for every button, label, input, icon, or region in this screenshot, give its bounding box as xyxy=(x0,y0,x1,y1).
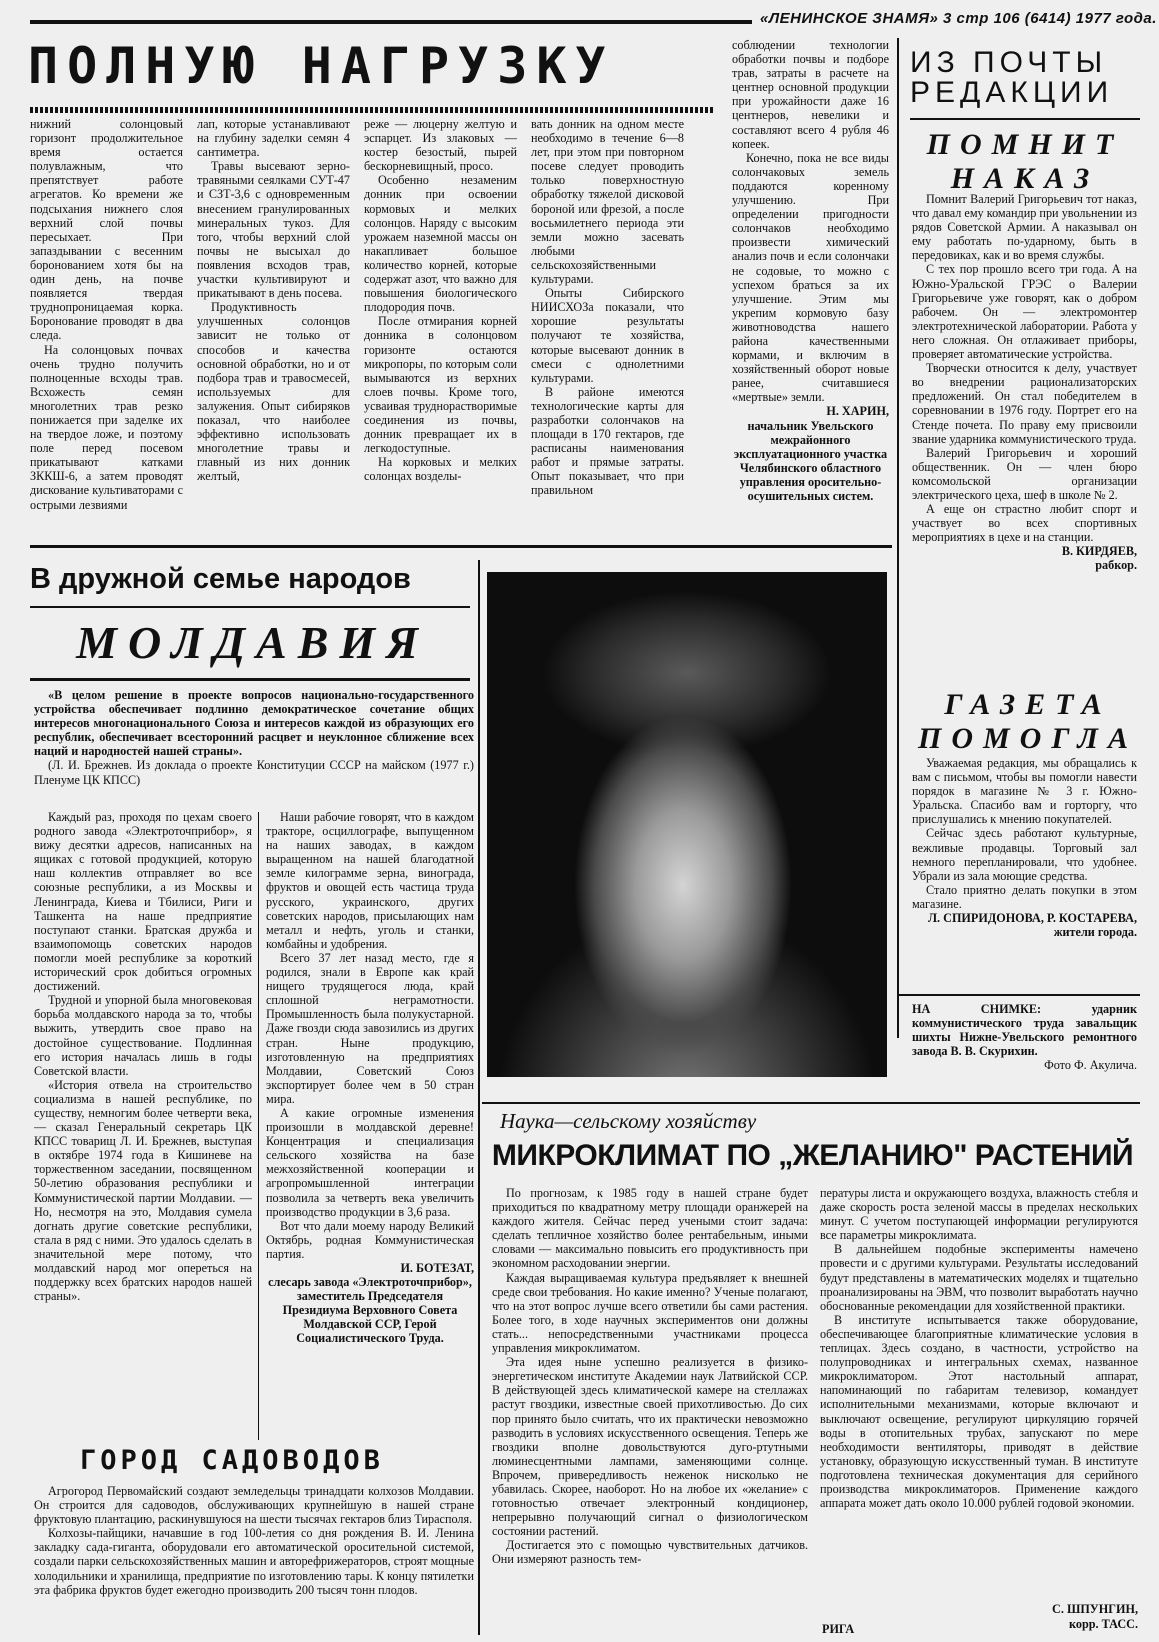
science-paragraph: В институте испытывается также оборудование, обеспечивающее благоприятные климатические условия в теплицах. Здесь создано, в частности, устройство на полупроводниках и интегральных схемах, названное микроклиматором. Этот настольный аппарат, напоминающий по габаритам телевизор, командует исполнительными механизмами, которые включают и выключают освещение, регулируют циркуляцию горячей воды в отопительных трубах, запускают по мере необходимости вентиляторы, приводят в действие установку, образующую искусственный туман. В институте подготовлена техническая документация для серийного производства микроклиматоров. Применение каждого аппарата может дать около 10.000 рублей годовой экономии. xyxy=(820,1312,1138,1511)
column-rule xyxy=(258,812,259,1440)
moldova-paragraph: Вот что дали моему народу Великий Октябрь, родная Коммунистическая партия. xyxy=(266,1218,474,1261)
author-name: И. БОТЕЗАТ, xyxy=(400,1261,474,1275)
section-title: МОЛДАВИЯ xyxy=(76,617,429,668)
photo-credit: Фото Ф. Акулича. xyxy=(1044,1058,1137,1073)
letter-paragraph: Помнит Валерий Григорьевич тот наказ, что давал ему командир при увольнении из рядов Советской Армии. А наказывал он ему работать по-ударному, быть в передовиках, как и во время службы. xyxy=(912,192,1137,263)
letter-paragraph: Уважаемая редакция, мы обращались к вам с письмом, чтобы вы помогли навести порядок в магазине № 3 г. Южно-Уральска. Спасибо вам и горторгу, что прислушались к мнению покупателей. xyxy=(912,756,1137,827)
photo-caption xyxy=(912,1002,1137,1077)
moldova-paragraph: А какие огромные изменения произошли в молдавской деревне! Концентрация и специализация сельского хозяйства на базе межхозяйственной кооперации и агропромышленной интеграции позволила за четверть века увеличить производство продукции в 3,6 раза. xyxy=(266,1105,474,1219)
science-paragraph: Достигается это с помощью чувствительных датчиков. Они измеряют разность тем- xyxy=(492,1538,808,1567)
epigraph-source: (Л. И. Брежнев. Из доклада о проекте Конституции СССР на майском (1977 г.) Пленуме ЦК КПСС) xyxy=(34,758,474,787)
letter-paragraph: Валерий Григорьевич и хороший общественник. Он — член бюро комсомольской организации электрического цеха, шеф в школе № 2. xyxy=(912,445,1137,502)
science-title: МИКРОКЛИМАТ ПО „ЖЕЛАНИЮ" РАСТЕНИЙ xyxy=(491,1139,1134,1172)
article-column-4 xyxy=(531,117,684,534)
city-paragraph: Колхозы-пайщики, начавшие в год 100-летия со дня рождения В. И. Ленина закладку сада-гиганта, оборудовали его автоматической оросительной системой, создали парки сельскохозяйственных машин и авторефрижераторов, строят мощные холодильники и хранилища, предприятие по изготовлению тары. К концу пятилетки эта фабрика фруктов будет ежегодно производить 200 тысяч тонн плодов. xyxy=(34,1526,474,1597)
moldova-column-1 xyxy=(34,810,252,1446)
science-column-2 xyxy=(820,1186,1138,1606)
author-title: жители города. xyxy=(1053,925,1137,940)
kicker-rule xyxy=(30,606,470,608)
article-paragraph: вать донник на одном месте необходимо в течение 6—8 лет, при этом при повторном посеве следует проводить только поверхностную обработку тяжелой дисковой бороной или фрезой, а после восьмилетнего периода эти земли можно засевать любыми сельскохозяйственными культурами. xyxy=(531,117,684,287)
article-paragraph: На корковых и мелких солонцах возделы- xyxy=(364,455,517,484)
mail-bottom-rule xyxy=(898,994,1140,996)
author-title: корр. ТАСС. xyxy=(1069,1617,1138,1631)
moldova-paragraph: Трудной и упорной была многовековая борьба молдавского народа за то, чтобы выжить, утвердить свое право на достойное существование. Подлинная его история началась лишь в годы Советской власти. xyxy=(34,993,252,1078)
article-paragraph: лап, которые устанавливают на глубину заделки семян 4 сантиметра. xyxy=(197,117,350,160)
article-paragraph: соблюдении технологии обработки почвы и подборе трав, затраты в расчете на центнер основной продукции при урожайности даже 16 центнеров, невелики и составляют всего 4 рубля 46 копеек. xyxy=(732,38,889,151)
mail-subtitle-1: ПОМНИТ НАКАЗ xyxy=(926,128,1124,195)
article-column-3 xyxy=(364,117,517,534)
author-title: слесарь завода «Электроточприбор», заместитель Председателя Президиума Верховного Совета Молдавской ССР, Герой Социалистического Труда. xyxy=(268,1275,472,1346)
letter-paragraph: Творчески относится к делу, участвует во внедрении рационализаторских предложений. Он стал победителем в соревновании в 1976 году. Портрет его на Стенде почета. По праву ему присвоили звание ударника коммунистического труда. xyxy=(912,361,1137,446)
article-paragraph: реже — люцерну желтую и эспарцет. Из злаковых — костер безостый, пырей бескорневищный, просо. xyxy=(364,117,517,174)
letter-paragraph: С тех пор прошло всего три года. А на Южно-Уральской ГРЭС о Валерии Григорьевиче уже говорят, как о добром рабочем. Он — электромонтер электротехнической лаборатории. Работа у него сложная. Он отлаживает приборы, проверяет автоматические устройства. xyxy=(912,262,1137,362)
author-title: рабкор. xyxy=(1095,558,1137,573)
moldova-column-2 xyxy=(266,810,474,1446)
science-column-1 xyxy=(492,1186,808,1636)
moldova-paragraph: Всего 37 лет назад место, где я родился, знали в Европе как край нищего трудящегося люда, край сплошной неграмотности. Промышленность была полукустарной. Даже гвозди сюда завозились из других стран. Ныне продукцию, изготовленную на предприятиях Молдавии, Советский Союз экспортирует более чем в 50 стран мира. xyxy=(266,950,474,1106)
article-paragraph: После отмирания корней донника в солонцовом горизонте остаются микропоры, по которым соли вымываются из верхних слоев почвы. Кроме того, усваивая труднорастворимые соединения из почвы, донник превращает их в легкодоступные. xyxy=(364,314,517,456)
mail-subtitle-2: ГАЗЕТА ПОМОГЛА xyxy=(918,688,1138,755)
science-kicker: Наука—сельскому хозяйству xyxy=(500,1109,757,1133)
column-rule xyxy=(478,560,480,1635)
article-paragraph: На солонцовых почвах очень трудно получить полноценные всходы трав. Всхожесть семян многолетних трав резко понижается при заделке их на твердое ложе, и поэтому поле перед посевом прикатывают катками ЗККШ-6, а затем проводят дискование культиваторами с острыми лезвиями xyxy=(30,342,183,512)
author-name: С. ШПУНГИН, xyxy=(1052,1602,1138,1616)
letter-paragraph: А еще он страстно любит спорт и участвует во всех спортивных мероприятиях в цехе и на станции. xyxy=(912,502,1137,545)
article-column-5 xyxy=(732,38,889,536)
article-paragraph: Особенно незаменим донник при освоении кормовых и мелких солонцов. Наряду с высоким урожаем наземной массы он накапливает большое количество корней, которые содержат азот, что важно для повышения биологического плодородия почв. xyxy=(364,173,517,315)
title-rule-2 xyxy=(30,678,470,681)
author-name: Н. ХАРИН, xyxy=(826,404,889,419)
article-paragraph: нижний солонцовый горизонт продолжительное время остается полувлажным, что препятствует работе агрегатов. Ко времени же подсыхания нижнего слоя верхний слой почвы пересыхает. При запаздывании с весенним боронованием хотя бы на один день, на почве появляется твердая труднопроницаемая корка. Боронование проводят в два следа. xyxy=(30,117,183,343)
top-rule xyxy=(30,20,752,24)
epigraph xyxy=(34,688,474,806)
city-article xyxy=(34,1484,474,1634)
article-paragraph: В районе имеются технологические карты для разработки солончаков на площади в 170 гектаров, где расписаны наименования работ и прямые затраты. Опыт показывает, что при правильном xyxy=(531,384,684,498)
science-paragraph: В дальнейшем подобные эксперименты намечено провести и с другими культурами. Результаты исследований будут представлены в математических моделях и тщательно проанализированы на ЭВМ, что позволит выработать научно обоснованные рекомендации для хозяйственной практики. xyxy=(820,1242,1138,1313)
author-name: Л. СПИРИДОНОВА, Р. КОСТАРЕВА, xyxy=(927,911,1137,926)
moldova-paragraph: Наши рабочие говорят, что в каждом тракторе, осциллографе, выпущенном на наших заводах, в каждом выращенном на нашей благодатной земле килограмме зерна, винограда, фруктов и овощей есть частица труда русского, украинского, других советских народов, присылающих нам металл и нефть, уголь и станки, комбайны и удобрения. xyxy=(266,810,474,951)
science-paragraph: По прогнозам, к 1985 году в нашей стране будет приходиться по квадратному метру площади оранжерей на каждого жителя. Сейчас перед учеными стоит задача: сделать тепличное хозяйство более рентабельным, иными словами — максимально повысить его продуктивность при экономном расходовании энергии. xyxy=(492,1186,808,1271)
epigraph-text: «В целом решение в проекте вопросов национально-государственного устройства обеспечивает подлинно демократическое сочетание общих интересов многонационального Союза и интересов каждой из образующих его республик, обеспечивает всесторонний расцвет и неуклонное сближение всех наций и народностей нашей страны». xyxy=(34,688,474,759)
article-paragraph: Продуктивность улучшенных солонцов зависит не только от способов и качества основной обработки, но и от подбора трав и травосмесей, используемых для залужения. Опыт сибиряков показал, что наиболее эффективно использовать многолетние травы и главный из них донник желтый, xyxy=(197,300,350,484)
title-rule xyxy=(30,107,715,113)
dateline: РИГА xyxy=(822,1622,855,1636)
article-column-2 xyxy=(197,117,350,534)
moldova-paragraph: Каждый раз, проходя по цехам своего родного завода «Электроточприбор», я вижу десятки адресов, написанных на ящиках с готовой продукцией, которую наш коллектив отправляет во все союзные республики, а из Москвы и Ленинграда, Киева и Тбилиси, Риги и Ташкента на наше предприятие поступают станки. Братская дружба и взаимопомощь советских народов помогли моей республике за короткий исторический срок добиться огромных достижений. xyxy=(34,810,252,994)
letter-paragraph: Сейчас здесь работают культурные, вежливые продавцы. Торговый зал немного перепланировали, что удобнее. Убрали из зала моющие средства. xyxy=(912,826,1137,883)
mail-letter-2 xyxy=(912,756,1137,986)
article-column-1 xyxy=(30,117,183,534)
caption-text: НА СНИМКЕ: ударник коммунистического труда завальщик шихты Нижне-Увельского ремонтного завода В. В. Скурихин. xyxy=(912,1002,1137,1059)
author-title: начальник Увельского межрайонного эксплуатационного участка Челябинского областного управления оросительно-осушительных систем. xyxy=(733,418,888,503)
section-rule xyxy=(30,545,892,548)
column-rule xyxy=(897,38,899,1038)
article-paragraph: Конечно, пока не все виды солончаковых земель поддаются коренному улучшению. При определении пригодности солончаков необходимо произвести химический анализ почв и если солончаки не содовые, то можно с успехом браться за их улучшение. Этим мы укрепим кормовую базу животноводства нашего района качественными кормами, и включим в хозяйственный оборот новые ранее, считавшиеся «мертвые» земли. xyxy=(732,150,889,405)
letter-paragraph: Стало приятно делать покупки в этом магазине. xyxy=(912,882,1137,911)
city-paragraph: Агрогород Первомайский создают земледельцы тринадцати колхозов Молдавии. Он строится для садоводов, обслуживающих крупнейшую в нашей стране фруктовую плантацию, раскинувшуюся на шести тысячах гектаров близ Тирасполя. xyxy=(34,1484,474,1527)
science-paragraph: пературы листа и окружающего воздуха, влажность стебля и даже скорость роста зеленой массы в пределах нескольких минут. С учетом поступающей информации регулируются все параметры микроклимата. xyxy=(820,1186,1138,1243)
article-paragraph: Опыты Сибирского НИИСХОЗа показали, что хорошие результаты получают те хозяйства, которые высевают донник в смеси с однолетними культурами. xyxy=(531,286,684,385)
science-paragraph: Эта идея ныне успешно реализуется в физико-энергетическом институте Академии наук Латвийской ССР. В действующей здесь климатической камере на стеллажах растут гвоздики, известные своей прихотливостью. До сих пор принято было считать, что их практически невозможно разводить в условиях искусственного освещения. Теперь же гвоздики вполне довольствуются дуго-ртутными люминесцентными лампами, заменяющими солнце. Впрочем, привередливость неженок нисколько не убавилась. Скорее, наоборот. Но на любое их «желание» с готовностью отвечает электронный кондиционер, непрерывно получающий сигнал о физиологическом состоянии растений. xyxy=(492,1355,808,1539)
city-title: ГОРОД САДОВОДОВ xyxy=(80,1445,384,1476)
section-kicker: В дружной семье народов xyxy=(30,563,411,595)
article-paragraph: Травы высевают зерно-травяными сеялками СУТ-47 и СЗТ-3,6 с одновременным внесением гранулированных минеральных тукоз. Для того, чтобы верхний слой почвы не высыхал до появления всходов трав, участки культивируют и прикатывают в день посева. xyxy=(197,159,350,301)
science-paragraph: Каждая выращиваемая культура предъявляет к внешней среде свои требования. Но какие именно? Ученые полагают, что на этот вопрос лучше всего ответили бы сами растения. Более того, в ходе научных экспериментов они должны стать... непосредственными участниками процесса управления микроклиматом. xyxy=(492,1270,808,1356)
moldova-paragraph: «История отвела на строительство социализма в нашей республике, по существу, немногим более четверти века, — сказал Генеральный секретарь ЦК КПСС товарищ Л. И. Брежнев, выступая в октябре 1974 года в Кишиневе на торжественном заседании, посвященном 50-летию образования республики и Коммунистической партии Молдавии. — Но, несмотря на это, Молдавия сумела догнать другие советские республики, стала в ряд с ними. Это удалось сделать в значительной мере потому, что молдавский народ мог опереться на поддержку всех братских народов нашей страны». xyxy=(34,1077,252,1304)
portrait-photo xyxy=(487,572,887,1077)
mail-title: ИЗ ПОЧТЫ РЕДАКЦИИ xyxy=(910,46,1114,109)
mail-letter-1 xyxy=(912,192,1137,682)
author-name: В. КИРДЯЕВ, xyxy=(1061,544,1137,559)
article-title: ПОЛНУЮ НАГРУЗКУ xyxy=(28,37,615,95)
masthead: «ЛЕНИНСКОЕ ЗНАМЯ» 3 стр 106 (6414) 1977 года. xyxy=(760,10,1157,27)
science-top-rule xyxy=(482,1102,1140,1104)
mail-rule xyxy=(910,118,1140,120)
